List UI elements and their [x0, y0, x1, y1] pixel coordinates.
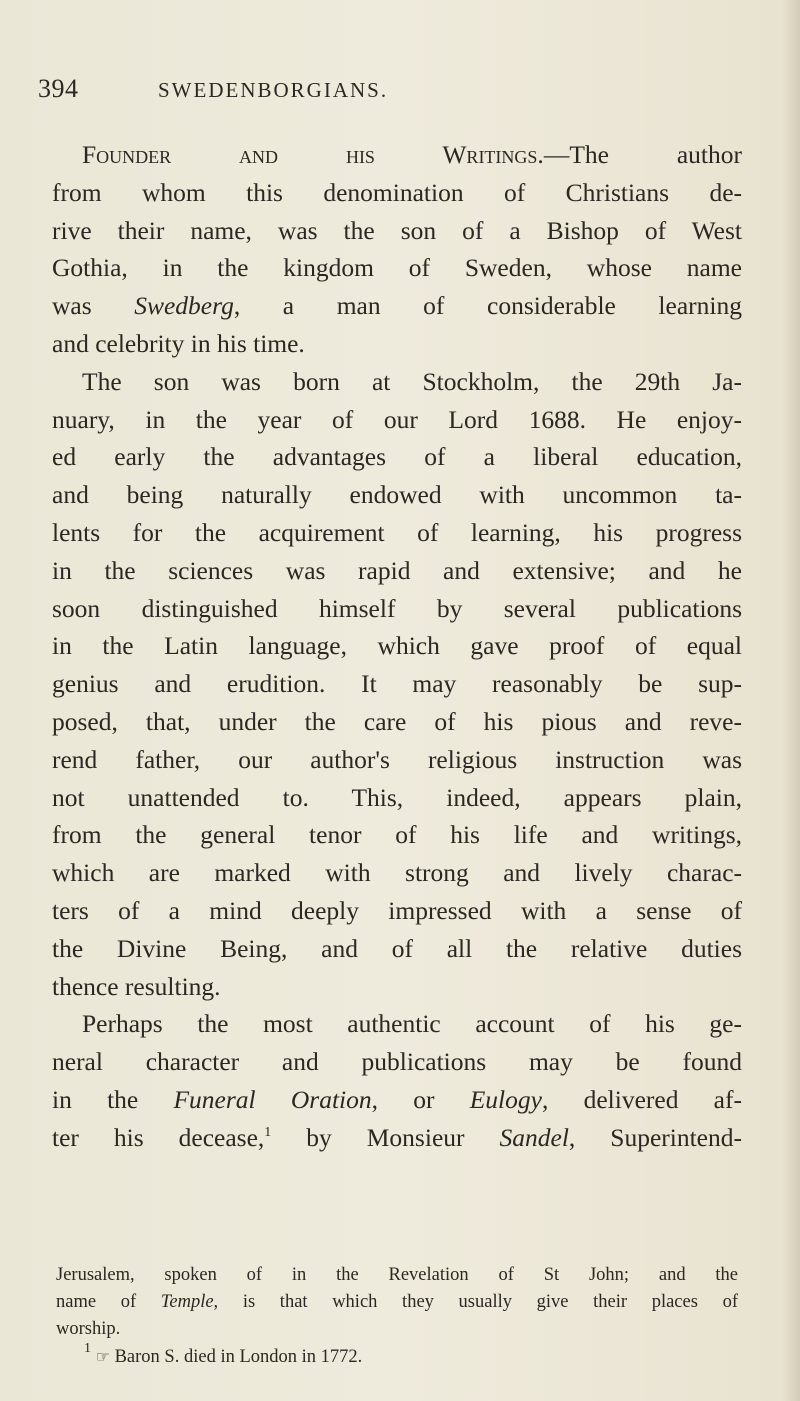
section-heading: Founder and his Writings.	[82, 140, 544, 169]
text-line: which are marked with strong and lively charac-	[52, 858, 742, 888]
body-text	[52, 136, 742, 1157]
text-line: from whom this denomination of Christians de-	[52, 177, 742, 207]
running-title: SWEDENBORGIANS.	[158, 78, 389, 102]
text-line: ters of a mind deeply impressed with a sense of	[52, 895, 742, 925]
italic-name: Swedberg	[134, 291, 234, 321]
italic-title: Eulogy	[469, 1084, 542, 1114]
text-line: genius and erudition. It may reasonably be sup-	[52, 669, 742, 699]
text-line: thence resulting.	[52, 971, 221, 1001]
text-line: in the Funeral Oration, or Eulogy, delivered af-	[52, 1084, 742, 1114]
text-line: ter his decease,$^1$ by Monsieur Sandel, Superintend-	[52, 1122, 742, 1152]
page-edge-shadow	[782, 0, 800, 1401]
text-line: and celebrity in his time.	[52, 328, 305, 358]
text-line: neral character and publications may be found	[52, 1047, 742, 1077]
text-line: rive their name, was the son of a Bishop of West	[52, 215, 742, 245]
text-line: ed early the advantages of a liberal education,	[52, 442, 742, 472]
text-line: posed, that, under the care of his pious and reve-	[52, 706, 742, 736]
text-line: lents for the acquirement of learning, his progress	[52, 517, 742, 547]
text-line: not unattended to. This, indeed, appears plain,	[52, 782, 742, 812]
text-line: nuary, in the year of our Lord 1688. He enjoy-	[52, 404, 742, 434]
footnote-ref: 1	[264, 1124, 272, 1140]
text-line: Perhaps the most authentic account of his ge-	[82, 1009, 742, 1039]
text-line: soon distinguished himself by several publications	[52, 593, 742, 623]
running-head	[38, 74, 738, 114]
text-line: and being naturally endowed with uncommon ta-	[52, 480, 742, 510]
footnote-line: Jerusalem, spoken of in the Revelation of St John; and the	[56, 1265, 738, 1285]
footnotes	[56, 1262, 738, 1371]
footnote-mark: 1	[84, 1341, 91, 1356]
footnote-line: worship.	[56, 1319, 121, 1339]
text-line: in the Latin language, which gave proof of equal	[52, 631, 742, 661]
footnote-baron: $^1$ ☞ Baron S. died in London in 1772.	[84, 1341, 363, 1367]
text-line: in the sciences was rapid and extensive; and he	[52, 555, 742, 585]
text-line: Gothia, in the kingdom of Sweden, whose name	[52, 253, 742, 283]
italic-name: Sandel	[499, 1122, 569, 1152]
text-line: from the general tenor of his life and writings,	[52, 820, 742, 850]
footnote-line: name of Temple, is that which they usually give their places of	[56, 1292, 738, 1312]
text-line: rend father, our author's religious instruction was	[52, 744, 742, 774]
text-line: was Swedberg, a man of considerable learning	[52, 291, 742, 321]
page-number: 394	[38, 74, 79, 103]
pointing-hand-icon: ☞	[95, 1347, 110, 1366]
text-line: the Divine Being, and of all the relative duties	[52, 933, 742, 963]
text-line: The son was born at Stockholm, the 29th Ja-	[82, 366, 742, 396]
text-line: Founder and his Writings.—The author	[82, 140, 742, 169]
italic-title: Funeral Oration	[173, 1084, 372, 1114]
